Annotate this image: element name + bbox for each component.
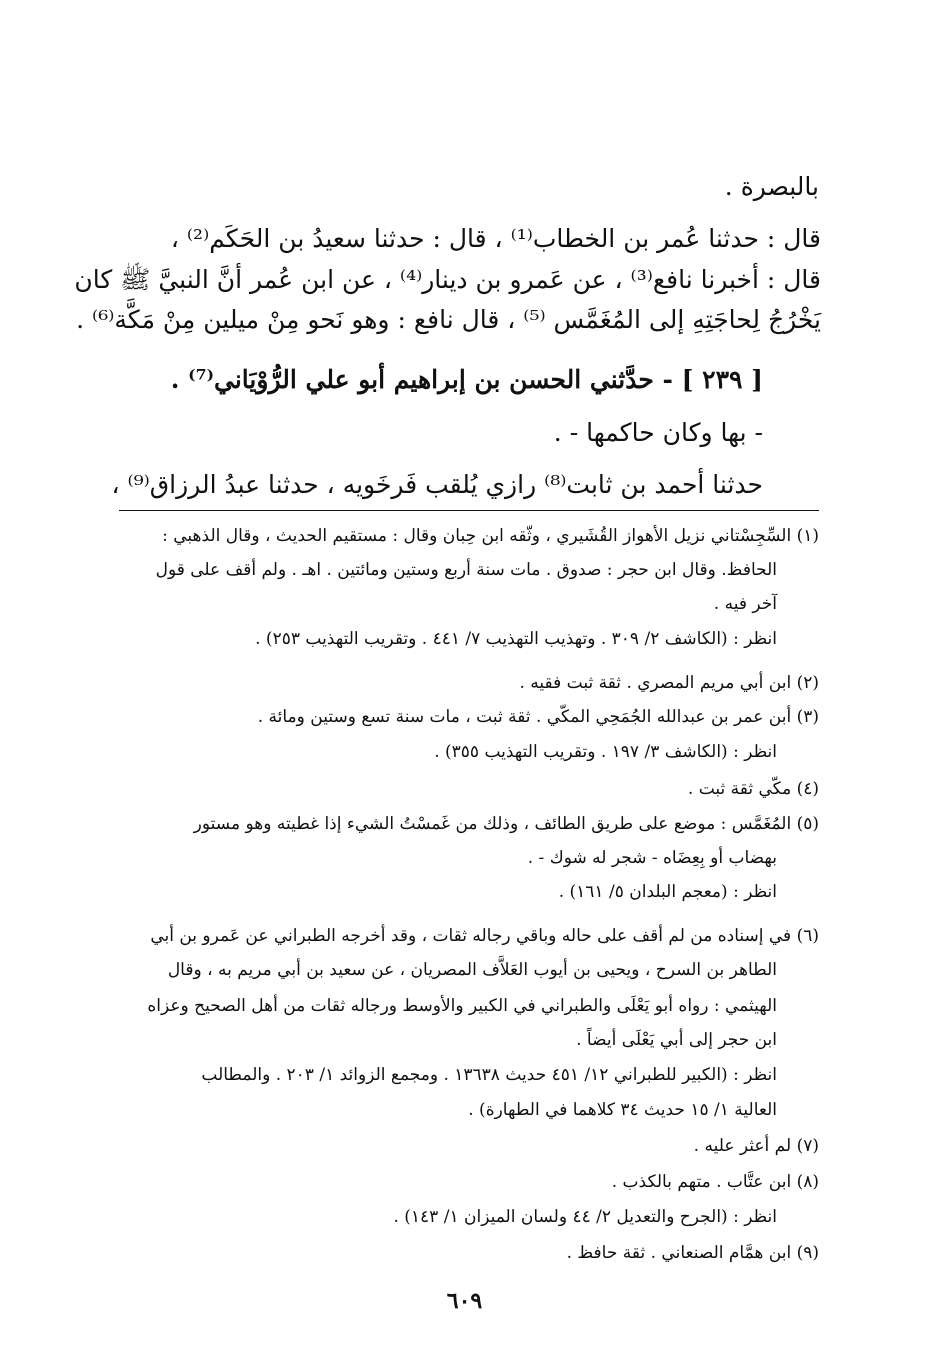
footnote-line: (٨) ابن عتَّاب . متهم بالكذب . — [611, 1172, 819, 1192]
footnote-line: العالية ١/ ١٥ حديث ٣٤ كلاهما في الطهارة) . — [468, 1100, 777, 1120]
footnote-line: (٤) مكّي ثقة ثبت . — [687, 779, 819, 799]
footnote-line: الحافظ. وقال ابن حجر : صدوق . مات سنة أربع وستين ومائتين . اهـ . ولم أقف على قول — [155, 560, 777, 580]
footnote-line: (٢) ابن أبي مريم المصري . ثقة ثبت فقيه . — [519, 673, 819, 693]
main-text-line-2: قال : حدثنا عُمر بن الخطاب⁽¹⁾ ، قال : حدثنا سعيدُ بن الحَكَم⁽²⁾ ، — [170, 224, 821, 253]
footnote-line: (٧) لم أعثر عليه . — [693, 1136, 819, 1156]
main-text-line-7: حدثنا أحمد بن ثابت⁽⁸⁾ رازي يُلقب فَرخَويه ، حدثنا عبدُ الرزاق⁽⁹⁾ ، — [111, 470, 763, 499]
footnote-line: انظر : (الكبير للطبراني ١٢/ ٤٥١ حديث ١٣٦٣٨ . ومجمع الزوائد ١/ ٢٠٣ . والمطالب — [201, 1065, 777, 1085]
footnote-line: (١) السِّجِسْتاني نزيل الأهواز القُشَيري ، وثّقه ابن حِبان وقال : مستقيم الحديث ، وقال الذهبي : — [162, 526, 819, 546]
main-text-line-4: يَخْرُجُ لِحاجَتِهِ إلى المُغَمَّس ⁽⁵⁾ ، قال نافع : وهو نَحو مِنْ ميلين مِنْ مَكَّة⁽⁶⁾ . — [76, 305, 821, 334]
footnote-line: (٩) ابن همَّام الصنعاني . ثقة حافظ . — [566, 1243, 819, 1263]
main-text-line-6: - بها وكان حاكمها - . — [553, 418, 763, 447]
footnote-line: (٣) أبن عمر بن عبدالله الجُمَحِي المكّي . ثقة ثبت ، مات سنة تسع وستين ومائة . — [257, 707, 819, 727]
hadith-heading: [ ٢٣٩ ] - حدَّثني الحسن بن إبراهيم أبو علي الرُّوْيَاني⁽⁷⁾ . — [170, 365, 763, 394]
main-text-line-3: قال : أخبرنا نافع⁽³⁾ ، عن عَمرو بن دينار⁽⁴⁾ ، عن ابن عُمر أنَّ النبيَّ ﷺ كان — [74, 265, 821, 294]
footnote-line: انظر : (معجم البلدان ٥/ ١٦١) . — [558, 882, 777, 902]
footnote-line: انظر : (الكاشف ٢/ ٣٠٩ . وتهذيب التهذيب ٧/ ٤٤١ . وتقريب التهذيب ٢٥٣) . — [255, 629, 777, 649]
footnote-line: بهضاب أو بِعِضَاه - شجر له شوك - . — [527, 848, 777, 868]
footnote-separator — [119, 510, 819, 511]
footnote-line: آخر فيه . — [713, 594, 777, 614]
main-text-line-1: بالبصرة . — [724, 172, 819, 201]
footnote-line: انظر : (الكاشف ٣/ ١٩٧ . وتقريب التهذيب ٣٥٥) . — [434, 742, 777, 762]
footnote-line: انظر : (الجرح والتعديل ٢/ ٤٤ ولسان الميزان ١/ ١٤٣) . — [393, 1207, 777, 1227]
footnote-line: (٦) في إسناده من لم أقف على حاله وباقي رجاله ثقات ، وقد أخرجه الطبراني عن عَمرو بن أبي — [150, 926, 819, 946]
footnote-line: الطاهر بن السرح ، ويحيى بن أيوب العَلاَّف المصريان ، عن سعيد بن أبي مريم به ، وقال — [167, 960, 777, 980]
footnote-line: (٥) المُغَمَّس : موضع على طريق الطائف ، وذلك من غَمسْتُ الشيء إذا غطيته وهو مستور — [193, 814, 819, 834]
page-number: ٦٠٩ — [446, 1288, 483, 1314]
footnote-line: ابن حجر إلى أبي يَعْلَى أيضاً . — [576, 1030, 777, 1050]
footnote-line: الهيثمي : رواه أبو يَعْلَى والطبراني في الكبير والأوسط ورجاله ثقات من أهل الصحيح وعزاه — [147, 996, 777, 1016]
